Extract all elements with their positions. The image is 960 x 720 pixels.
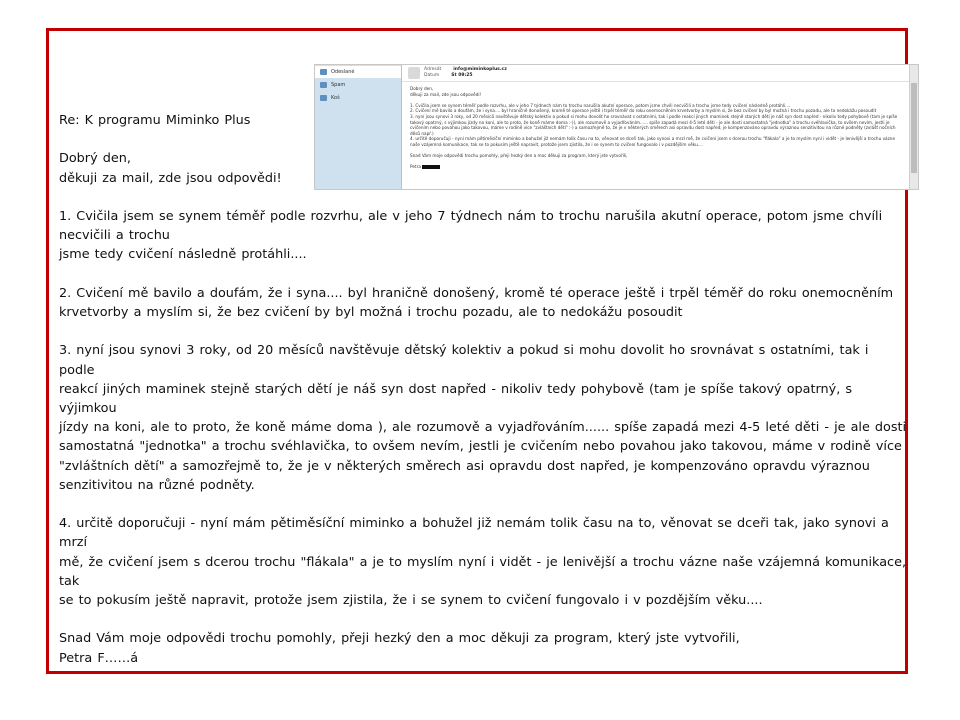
folder-item-spam: Spam bbox=[315, 79, 401, 91]
answer-4-line: se to pokusím ještě napravit, protože jsem zjistila, že i se synem to cvičení fungovalo i v pozdějším věku.... bbox=[59, 593, 763, 608]
answer-2-line: 2. Cvičení mě bavilo a doufám, že i syna.... byl hraničně donošený, kromě té operace ještě i trpěl téměř do roku onemocněním bbox=[59, 285, 894, 301]
email-scrollbar bbox=[909, 65, 918, 189]
answer-3-line: reakcí jiných maminek stejně starých dětí je náš syn dost napřed - nikoliv tedy pohybově (tam je spíše takový opatrný, s výjimkou bbox=[59, 381, 853, 416]
letter-text bbox=[59, 111, 909, 668]
answer-4-line: 4. určitě doporučuji - nyní mám pětiměsíční miminko a bohužel již nemám tolik času na to, věnovat se dceři tak, jako synovi a mrzí bbox=[59, 516, 889, 551]
folder-icon bbox=[320, 69, 327, 75]
avatar bbox=[408, 67, 420, 79]
folder-item-sent: Odeslané bbox=[315, 66, 401, 78]
answer-1-line: necvičili a trochu bbox=[59, 228, 170, 244]
letter-subject: Re: K programu Miminko Plus bbox=[59, 113, 251, 128]
letter-greeting: Dobrý den, bbox=[59, 151, 131, 167]
answer-3-line: 3. nyní jsou synovi 3 roky, od 20 měsíců navštěvuje dětský kolektiv a pokud si mohu dovolit ho srovnávat s ostatními, tak i podle bbox=[59, 343, 869, 378]
email-body-text: Dobrý den, děkuji za mail, zde jsou odpovědi! 1. Cvičila jsem se synem téměř podle rozvrhu, ale v jeho 7 týdnech nám to trochu narušila akutní operace, potom jsme chvíli necvičili a trochu jsme tedy cvičení následně protáhli.... 2. Cvičení mě bavilo a doufám, že i syna.... byl hraničně donošený, kromě té operace ještě i trpěl téměř do roku onemocněním krvetvorby a myslím si, že bez cvičení by byl možná i trochu pozadu, ale to nedokážu posoudit 3. nyní jsou synovi 3 roky, od 20 měsíců navštěvuje dětský kolektiv a pokud si mohu dovolit ho srovnávat s ostatními, tak i podle reakcí jiných maminek stejně starých dětí je náš syn dost napřed - nikoliv tedy pohybově (tam je spíše takový opatrný, s výjimkou jízdy na koni, ale to proto, že koně máme doma :-)), ale rozumově a vyjadřováním...... spíše zapadá mezi 4-5 leté děti - je ale dosti samostatná "jednotka" a trochu svéhlavička, to ovšem nevím, jestli je cvičením nebo povahou jako takovou, máme v rodině více "zvláštních dětí" :-) a samozřejmě to, že je v některých směrech asi opravdu dost napřed, je kompenzováno opravdu výraznou senzitivitou na různé podněty (zvlášť nočních děsů např.) 4. určitě doporučuji - nyní mám pětiměsíční miminko a bohužel již nemám tolik času na to, věnovat se dceři tak, jako synovi a mrzí mě, že cvičení jsem s dcerou trochu "flákala" a je to myslím nyní i vidět - je lenivější a trochu vázne naše vzájemná komunikace, tak se to pokusím ještě napravit, protože jsem zjistila, že i se synem to cvičení fungovalo i v pozdějším věku.... Snad Vám moje odpovědi trochu pomohly, přeji hezký den a moc děkuji za program, který jste vytvořili, Petra bbox=[410, 86, 898, 170]
answer-3-line: "zvláštních dětí" a samozřejmě to, že je v některých směrech asi opravdu dost napřed, je kompenzováno opravdu výraznou bbox=[59, 458, 870, 474]
email-header bbox=[402, 65, 910, 82]
answer-3-line: senzitivitou na různé podněty. bbox=[59, 477, 255, 493]
letter-closing: Snad Vám moje odpovědi trochu pomohly, přeji hezký den a moc děkuji za program, který jste vytvořili, bbox=[59, 631, 740, 647]
folder-item-trash: Koš bbox=[315, 92, 401, 104]
email-recipient: Adresát info@miminkoplus.cz bbox=[424, 67, 507, 72]
email-date: Datum St 09:25 bbox=[424, 73, 473, 78]
answer-1-line: 1. Cvičila jsem se synem téměř podle rozvrhu, ale v jeho 7 týdnech nám to trochu narušila akutní operace, potom jsme chvíli bbox=[59, 208, 883, 224]
trash-icon bbox=[320, 95, 327, 101]
letter-signature: Petra F……á bbox=[59, 650, 139, 666]
folder-icon bbox=[320, 82, 327, 88]
scrollbar-thumb bbox=[911, 83, 917, 173]
answer-3-line: jízdy na koni, ale to proto, že koně máme doma ), ale rozumově a vyjadřováním...... spíše zapadá mezi 4-5 leté děti - je ale dosti bbox=[59, 420, 907, 436]
answer-2-line: krvetvorby a myslím si, že bez cvičení by byl možná i trochu pozadu, ale to nedokážu posoudit bbox=[59, 304, 683, 320]
answer-4-line: mě, že cvičení jsem s dcerou trochu "flákala" a je to myslím nyní i vidět - je lenivější a trochu vázne naše vzájemná komunikace, tak bbox=[59, 554, 907, 589]
answer-3-line: samostatná "jednotka" a trochu svéhlavička, to ovšem nevím, jestli je cvičením nebo povahou jako takovou, máme v rodině více bbox=[59, 439, 902, 455]
answer-1-line: jsme tedy cvičení následně protáhli.... bbox=[59, 247, 307, 263]
letter-intro: děkuji za mail, zde jsou odpovědi! bbox=[59, 170, 282, 186]
